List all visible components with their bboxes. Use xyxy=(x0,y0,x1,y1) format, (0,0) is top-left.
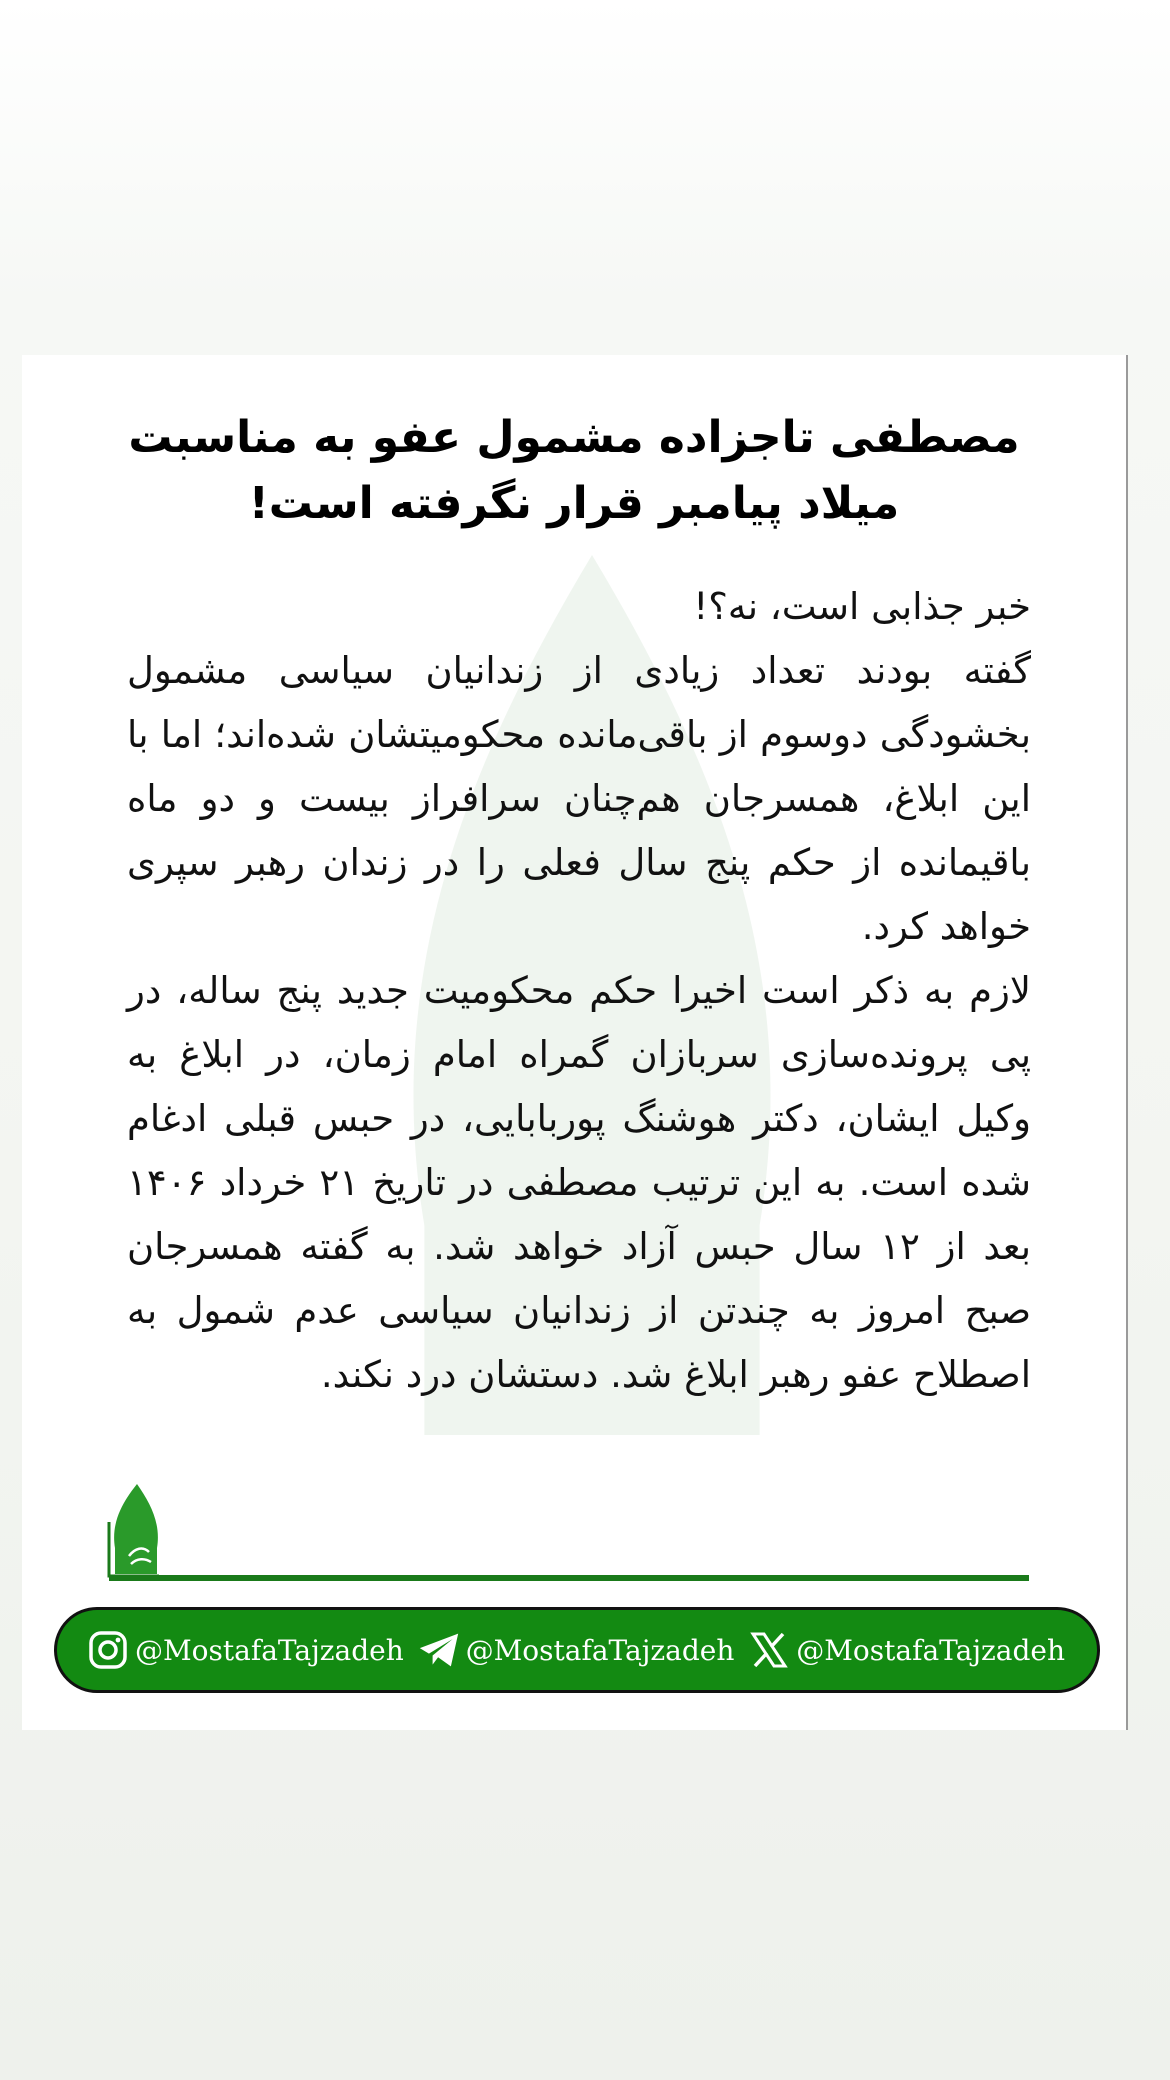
post-title-line-2: میلاد پیامبر قرار نگرفته است! xyxy=(248,478,900,529)
instagram-handle: @MostafaTajzadeh xyxy=(135,1633,404,1667)
post-title-line-1: مصطفی تاجزاده مشمول عفو به مناسبت xyxy=(128,412,1020,463)
post-card xyxy=(22,355,1128,1730)
tajzadeh-leaf-logo-icon xyxy=(107,1482,161,1578)
telegram-handle: @MostafaTajzadeh xyxy=(465,1633,735,1667)
x-link[interactable] xyxy=(748,1629,1065,1671)
post-title xyxy=(82,405,1066,537)
telegram-link[interactable] xyxy=(418,1629,735,1671)
social-links-bar xyxy=(54,1607,1100,1693)
post-paragraph-2: گفته بودند تعداد زیادی از زندانیان سیاسی مشمول بخشودگی دوسوم از باقی‌مانده محکومیتشان شده‌اند؛ اما با این ابلاغ، همسرجان هم‌چنان سرافراز بیست و دو ماه باقیمانده از حکم پنج سال فعلی را در زندان رهبر سپری خواهد کرد. xyxy=(127,649,1031,948)
post-paragraph-1: خبر جذابی است، نه؟! xyxy=(693,585,1031,628)
divider-line xyxy=(109,1575,1029,1581)
x-icon xyxy=(748,1629,790,1671)
telegram-icon xyxy=(418,1629,460,1671)
post-paragraph-3: لازم به ذکر است اخیرا حکم محکومیت جدید پنج ساله، در پی پرونده‌سازی سربازان گمراه امام زمان، در ابلاغ به وکیل ایشان، دکتر هوشنگ پوربابایی، در حبس قبلی ادغام شده است. به این ترتیب مصطفی در تاریخ ۲۱ خرداد ۱۴۰۶ بعد از ۱۲ سال حبس آزاد خواهد شد. به گفته همسرجان صبح امروز به چندتن از زندانیان سیاسی عدم شمول به اصطلاح عفو رهبر ابلاغ شد. دستشان درد نکند. xyxy=(127,969,1032,1396)
x-handle: @MostafaTajzadeh xyxy=(796,1633,1065,1667)
instagram-icon xyxy=(87,1629,129,1671)
instagram-link[interactable] xyxy=(87,1629,404,1671)
post-body xyxy=(127,575,1031,1407)
